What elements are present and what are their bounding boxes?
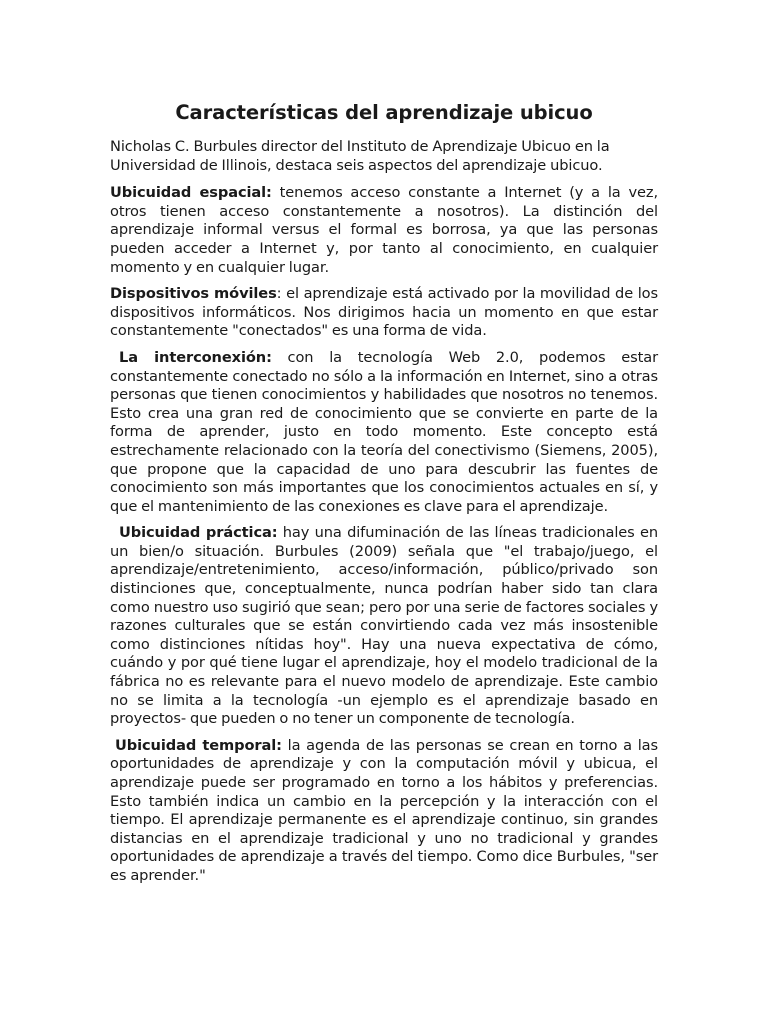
section-term: Dispositivos móviles bbox=[110, 285, 277, 303]
section-term: Ubicuidad temporal: bbox=[115, 736, 282, 754]
section-term: Ubicuidad espacial: bbox=[110, 184, 272, 202]
document-page bbox=[110, 100, 658, 894]
section-dispositivos-moviles bbox=[110, 285, 658, 341]
section-body: : el aprendizaje está activado por la movilidad de los dispositivos informáticos. Nos dirigimos hacia un momento en que estar constantemente "conectados" es una forma de vida. bbox=[110, 285, 658, 340]
section-body: hay una difuminación de las líneas tradicionales en un bien/o situación. Burbules (2009) señala que "el trabajo/juego, el aprendizaje/entretenimiento, acceso/información, público/privado son distinciones que, conceptualmente, nunca podrían haber sido tan clara como nuestro uso sugirió que sean; pero por una serie de factores sociales y razones culturales que se están convirtiendo cada vez más insostenible como distinciones nítidas hoy". Hay una nueva expectativa de cómo, cuándo y por qué tiene lugar el aprendizaje, hoy el modelo tradicional de la fábrica no es relevante para el nuevo modelo de aprendizaje. Este cambio no se limita a la tecnología -un ejemplo es el aprendizaje basado en proyectos- que pueden o no tener un componente de tecnología. bbox=[110, 524, 658, 728]
section-ubicuidad-practica bbox=[110, 524, 658, 729]
section-ubicuidad-espacial bbox=[110, 184, 658, 277]
section-interconexion bbox=[110, 349, 658, 516]
section-body: con la tecnología Web 2.0, podemos estar constantemente conectado no sólo a la información en Internet, sino a otras personas que tienen conocimientos y habilidades que nosotros no tenemos. Esto crea una gran red de conocimiento que se convierte en parte de la forma de aprender, justo en todo momento. Este concepto está estrechamente relacionado con la teoría del conectivismo (Siemens, 2005), que propone que la capacidad de uno para descubrir las fuentes de conocimiento son más importantes que los conocimientos actuales en sí, y que el mantenimiento de las conexiones es clave para el aprendizaje. bbox=[110, 348, 658, 515]
intro-paragraph: Nicholas C. Burbules director del Instituto de Aprendizaje Ubicuo en la Universidad de Illinois, destaca seis aspectos del aprendizaje ubicuo. bbox=[110, 138, 610, 174]
document-title: Características del aprendizaje ubicuo bbox=[175, 101, 593, 124]
section-term: Ubicuidad práctica: bbox=[119, 524, 278, 542]
section-ubicuidad-temporal bbox=[110, 737, 658, 886]
section-body: tenemos acceso constante a Internet (y a la vez, otros tienen acceso constantemente a nosotros). La distinción del aprendizaje informal versus el formal es borrosa, ya que las personas pueden acceder a Internet y, por tanto al conocimiento, en cualquier momento y en cualquier lugar. bbox=[110, 184, 658, 276]
section-body: la agenda de las personas se crean en torno a las oportunidades de aprendizaje y con la computación móvil y ubicua, el aprendizaje puede ser programado en torno a los hábitos y preferencias. Esto también indica un cambio en la percepción y la interacción con el tiempo. El aprendizaje permanente es el aprendizaje continuo, sin grandes distancias en el aprendizaje tradicional y uno no tradicional y grandes oportunidades de aprendizaje a través del tiempo. Como dice Burbules, "ser es aprender." bbox=[110, 736, 658, 884]
section-term: La interconexión: bbox=[119, 348, 272, 366]
